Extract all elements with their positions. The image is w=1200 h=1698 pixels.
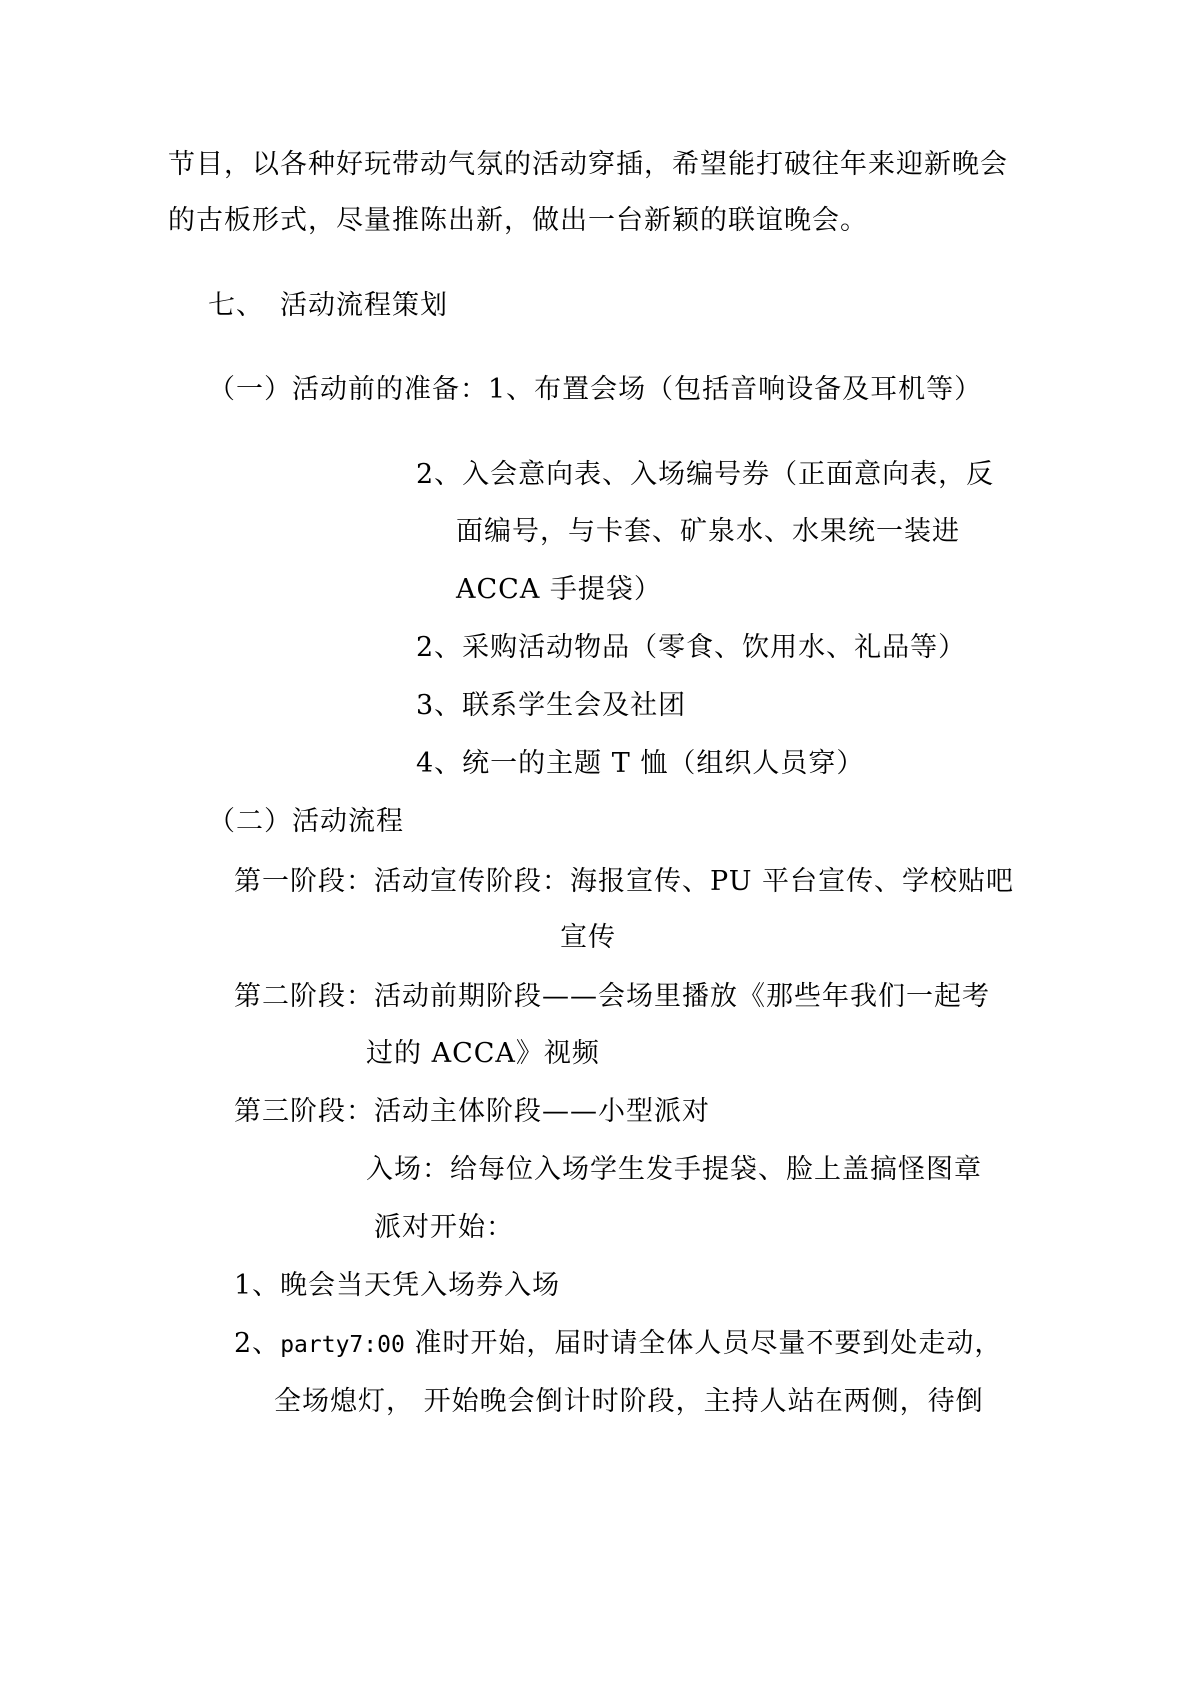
stage-3-line-1: 第三阶段：活动主体阶段——小型派对 — [234, 1096, 710, 1127]
prep-item-2a-line-3: ACCA 手提袋） — [456, 574, 662, 605]
prep-item-3: 3、联系学生会及社团 — [416, 690, 687, 721]
section-7-number: 七、 — [208, 290, 264, 321]
step-2-prefix: 2、 — [234, 1328, 281, 1359]
prep-item-2a-line-1: 2、入会意向表、入场编号券（正面意向表，反 — [416, 459, 995, 490]
stage-2-line-1: 第二阶段：活动前期阶段——会场里播放《那些年我们一起考 — [234, 981, 990, 1012]
stage-3-party-start: 派对开始： — [374, 1212, 514, 1243]
prep-heading: （一）活动前的准备：1、布置会场（包括音响设备及耳机等） — [208, 374, 983, 405]
flow-heading: （二）活动流程 — [208, 806, 404, 837]
step-1: 1、晚会当天凭入场券入场 — [234, 1270, 561, 1301]
step-2-line-2: 全场熄灯， 开始晚会倒计时阶段，主持人站在两侧，待倒 — [274, 1386, 984, 1417]
step-2-time: party7:00 — [280, 1332, 405, 1358]
stage-1-line-1: 第一阶段：活动宣传阶段：海报宣传、PU 平台宣传、学校贴吧 — [234, 866, 1015, 897]
stage-3-entry: 入场：给每位入场学生发手提袋、脸上盖搞怪图章 — [366, 1154, 982, 1185]
stage-1-line-2: 宣传 — [560, 922, 616, 953]
section-7-title: 活动流程策划 — [280, 290, 448, 321]
intro-line-2: 的古板形式，尽量推陈出新，做出一台新颖的联谊晚会。 — [168, 205, 868, 236]
stage-2-line-2: 过的 ACCA》视频 — [366, 1038, 600, 1069]
intro-line-1: 节目，以各种好玩带动气氛的活动穿插，希望能打破往年来迎新晚会 — [168, 149, 1008, 180]
step-2-line-1 — [234, 1324, 1002, 1365]
prep-item-4: 4、统一的主题 T 恤（组织人员穿） — [416, 748, 865, 779]
step-2-rest: 准时开始，届时请全体人员尽量不要到处走动， — [404, 1328, 1003, 1359]
prep-item-2b: 2、采购活动物品（零食、饮用水、礼品等） — [416, 632, 967, 663]
prep-item-2a-line-2: 面编号，与卡套、矿泉水、水果统一装进 — [456, 516, 960, 547]
